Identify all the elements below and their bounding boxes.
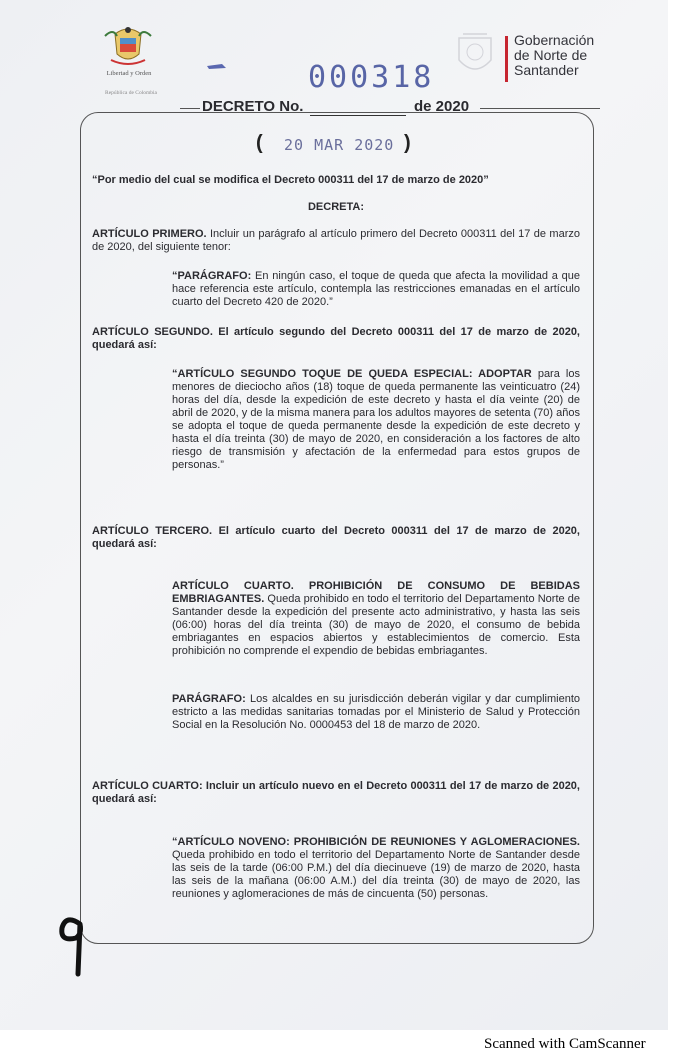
article-2-heading: ARTÍCULO SEGUNDO. El artículo segundo del Decreto 000311 del 17 de marzo de 2020, quedará así:	[92, 326, 580, 351]
camscanner-watermark: Scanned with CamScanner	[484, 1036, 646, 1052]
gov-line-2: de Norte de	[514, 47, 588, 63]
article-3-paragraph-lead: PARÁGRAFO:	[172, 693, 246, 705]
article-2-quote-lead: “ARTÍCULO SEGUNDO TOQUE DE QUEDA ESPECIAL: ADOPTAR	[172, 368, 532, 380]
article-4-quote-text: Queda prohibido en todo el territorio del Departamento Norte de Santander desde las seis de la tarde (06:00 P.M.) del día diecinueve (19) de marzo de 2020, hasta las seis de la mañana (06:00 A.M.) del día treinta (30) de mayo de 2020, las reuniones y aglomeraciones de más de cincuenta (50) personas.	[172, 849, 580, 900]
decree-date	[256, 132, 416, 158]
gov-line-3: Santander	[514, 62, 579, 78]
title-rule-right	[480, 108, 600, 109]
article-3-quote-text: Queda prohibido en todo el territorio del Departamento Norte de Santander desde la expedición del presente acto administrativo, y hasta las seis (06:00) horas del día treinta (30) de mayo de 2020, el consumo de bebida embriagantes en espacios abiertos y establecimientos de comercio. Esta prohibición no comprende el expendio de bebidas embriagantes.	[172, 593, 580, 657]
paren-close: )	[404, 132, 411, 154]
gov-line-1: Gobernación	[514, 32, 595, 48]
article-2-quote-text: para los menores de dieciocho años (18) toque de queda permanente las veinticuatro (24) horas del día, desde la expedición de este decreto y hasta el día veinte (20) de abril de 2020, y de la misma manera para los adultos mayores de setenta (70) años se adopta el toque de queda permanente desde la expedición de este decreto y hasta el día treinta (30) de mayo de 2020, en consideración a los factores de alto riesgo de transmisión y afectación de la enfermedad para estos grupos de personas.”	[172, 368, 580, 471]
article-2-quote	[172, 368, 580, 472]
date-stamp: 20 MAR 2020	[284, 136, 395, 154]
handwritten-page-number-icon	[52, 910, 92, 980]
crest-country: República de Colombia	[105, 90, 157, 96]
article-1-text: Incluir un parágrafo al artículo primero del Decreto 000311 del 17 de marzo de 2020, del siguiente tenor:	[92, 228, 580, 253]
decree-number-blank	[310, 115, 406, 116]
colombia-coat-of-arms-icon	[103, 24, 153, 70]
article-3-paragraph-text: Los alcaldes en su jurisdicción deberán vigilar y dar cumplimiento estricto a las medidas sanitarias tomadas por el Ministerio de Salud y Protección Social en la Resolución No. 0000453 del 18 de marzo de 2020.	[172, 693, 580, 731]
article-1-paragraph	[172, 270, 580, 309]
article-3-quote-lead: ARTÍCULO CUARTO. PROHIBICIÓN DE CONSUMO DE BEBIDAS EMBRIAGANTES.	[172, 580, 580, 605]
title-rule-left	[180, 108, 200, 109]
article-1-lead: ARTÍCULO PRIMERO.	[92, 228, 207, 240]
gobernacion-logo	[514, 33, 644, 78]
crest-motto: Libertad y Orden	[106, 70, 152, 77]
decree-label: DECRETO No.	[202, 98, 304, 115]
paren-open: (	[256, 132, 263, 154]
decree-number-stamp: 000318	[308, 60, 435, 95]
article-1-paragraph-lead: “PARÁGRAFO:	[172, 270, 252, 282]
article-3-paragraph	[172, 693, 580, 732]
gov-accent-bar	[505, 36, 508, 82]
article-4-quote-lead: “ARTÍCULO NOVENO: PROHIBICIÓN DE REUNIONES Y AGLOMERACIONES.	[172, 836, 580, 848]
decree-title	[180, 98, 600, 120]
decree-year: de 2020	[414, 98, 470, 115]
article-4-quote	[172, 836, 580, 901]
pen-mark-icon	[206, 62, 228, 70]
decreta-heading: DECRETA:	[307, 201, 364, 213]
article-3-heading: ARTÍCULO TERCERO. El artículo cuarto del Decreto 000311 del 17 de marzo de 2020, quedará así:	[92, 525, 580, 550]
article-1	[92, 228, 580, 254]
article-3-quote	[172, 580, 580, 658]
article-4-heading: ARTÍCULO CUARTO: Incluir un artículo nuevo en el Decreto 000311 del 17 de marzo de 2020, quedará así:	[92, 780, 580, 805]
article-1-paragraph-text: En ningún caso, el toque de queda que afecta la movilidad a que hace referencia este artículo, contempla las restricciones emanadas en el artículo cuarto del Decreto 420 de 2020.”	[172, 270, 580, 308]
decree-subject: “Por medio del cual se modifica el Decreto 000311 del 17 de marzo de 2020”	[92, 174, 489, 186]
department-seal-icon	[453, 30, 497, 80]
